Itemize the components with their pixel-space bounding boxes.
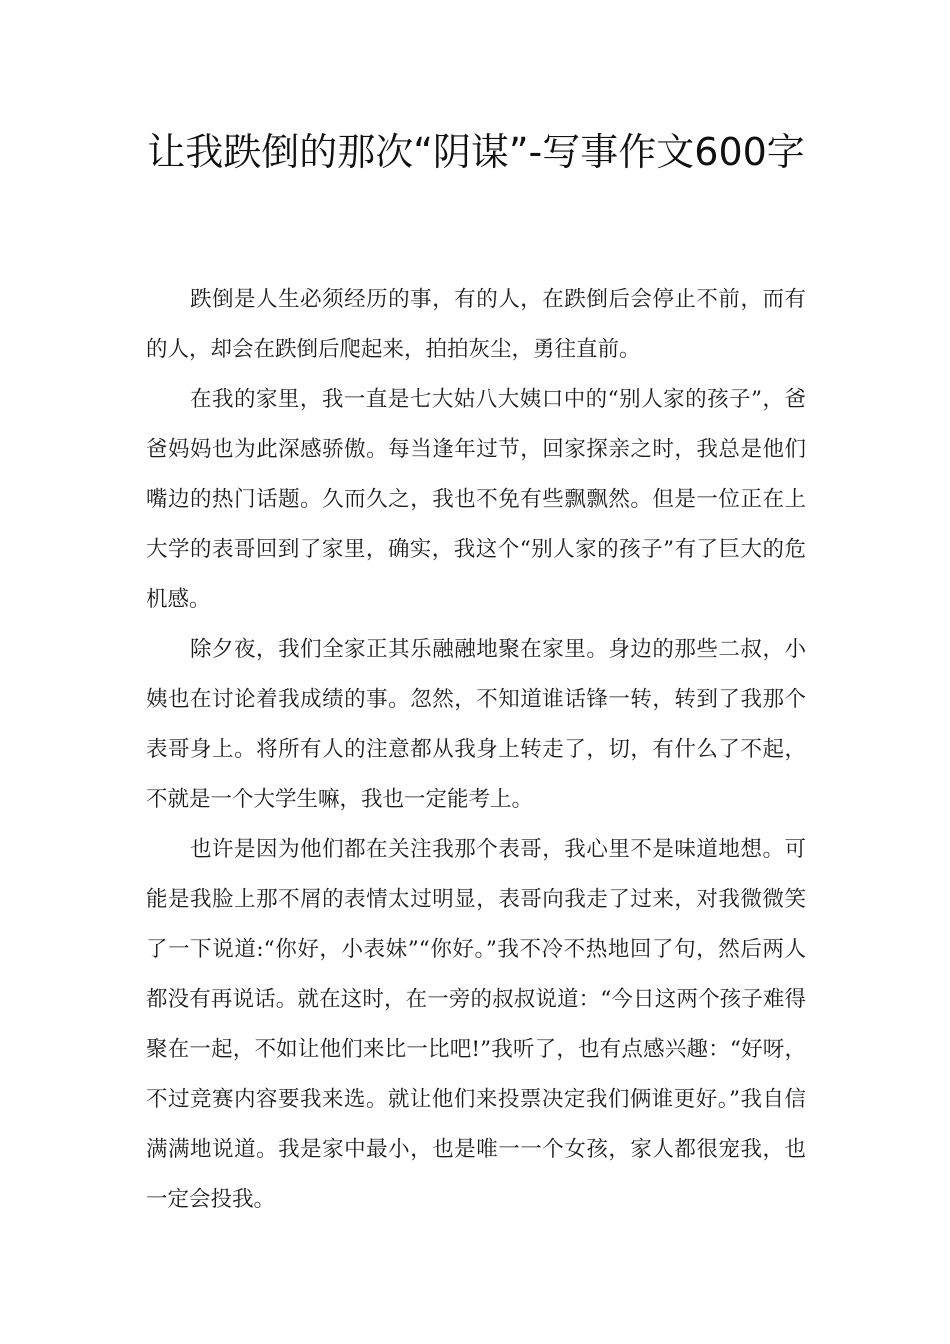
- paragraph-3: 除夕夜，我们全家正其乐融融地聚在家里。身边的那些二叔，小姨也在讨论着我成绩的事。忽然，不知道谁话锋一转，转到了我那个表哥身上。将所有人的注意都从我身上转走了，切，有什么了不起，不就是一个大学生嘛，我也一定能考上。: [146, 637, 806, 812]
- document-title: 让我跌倒的那次“阴谋”-写事作文600字: [147, 130, 805, 174]
- paragraph-4: 也许是因为他们都在关注我那个表哥，我心里不是味道地想。可能是我脸上那不屑的表情太过明显，表哥向我走了过来，对我微微笑了一下说道:“你好，小表妹”“你好。”我不冷不热地回了句，然后两人都没有再说话。就在这时，在一旁的叔叔说道：“今日这两个孩子难得聚在一起，不如让他们来比一比吧!”我听了，也有点感兴趣：“好呀，不过竞赛内容要我来选。就让他们来投票决定我们俩谁更好。”我自信满满地说道。我是家中最小，也是唯一一个女孩，家人都很宠我，也一定会投我。: [146, 837, 806, 1212]
- document-body: [146, 275, 806, 1225]
- paragraph-1: 跌倒是人生必须经历的事，有的人，在跌倒后会停止不前，而有的人，却会在跌倒后爬起来，拍拍灰尘，勇往直前。: [146, 287, 806, 362]
- paragraph-2: 在我的家里，我一直是七大姑八大姨口中的“别人家的孩子”，爸爸妈妈也为此深感骄傲。每当逢年过节，回家探亲之时，我总是他们嘴边的热门话题。久而久之，我也不免有些飘飘然。但是一位正在上大学的表哥回到了家里，确实，我这个“别人家的孩子”有了巨大的危机感。: [146, 387, 806, 612]
